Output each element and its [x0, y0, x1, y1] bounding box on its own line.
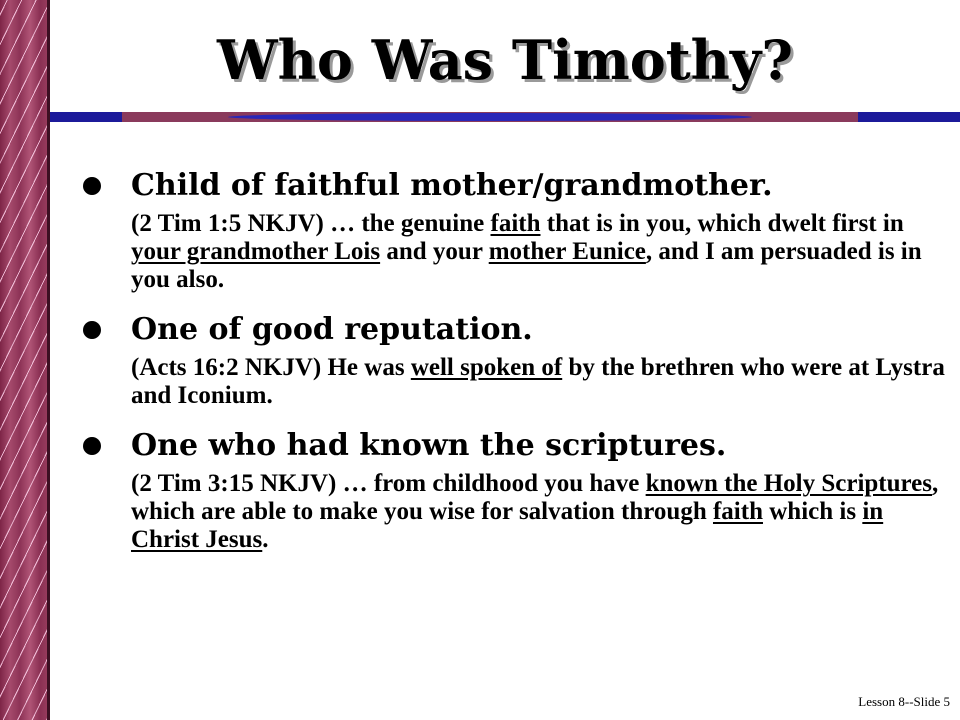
bullet-list [75, 166, 945, 554]
verse-segment: (Acts 16:2 NKJV) He was [131, 354, 411, 381]
slide-footer: Lesson 8--Slide 5 [858, 694, 950, 709]
verse-segment-underlined: faith [490, 210, 541, 237]
verse-segment-underlined: your grandmother Lois [131, 238, 381, 265]
verse-segment-underlined: mother Eunice [488, 238, 646, 265]
title-underline-oval [228, 113, 752, 121]
bullet-point [75, 310, 945, 410]
bullet-point [75, 166, 945, 294]
title-underline-bar-left [50, 112, 122, 122]
verse-segment: that is in you, which dwelt first in [540, 210, 904, 237]
verse-segment: (2 Tim 1:5 NKJV) … the genuine [131, 210, 491, 237]
verse-segment-underlined: known the Holy Scriptures [645, 470, 933, 497]
bullet-dot-icon [83, 437, 101, 455]
verse-segment-underlined: well spoken of [410, 354, 563, 381]
verse-segment: (2 Tim 3:15 NKJV) … from childhood you have [131, 470, 646, 497]
verse-segment-underlined: in Christ Jesus [131, 498, 884, 553]
verse-segment: by the brethren who were at Lystra and Iconium. [131, 354, 945, 409]
decorative-left-border [0, 0, 50, 720]
verse-segment: . [262, 526, 269, 553]
slide-title: Who Was Timothy? [217, 28, 793, 92]
bullet-dot-icon [83, 177, 101, 195]
verse-segment: and your [380, 238, 489, 265]
verse-segment: which is [762, 498, 863, 525]
bullet-heading: One of good reputation. [131, 312, 533, 347]
bullet-heading: One who had known the scriptures. [131, 428, 727, 463]
verse-text [131, 354, 945, 410]
verse-text [131, 210, 945, 294]
bullet-dot-icon [83, 321, 101, 339]
bullet-heading: Child of faithful mother/grandmother. [131, 168, 773, 203]
title-underline-bar-right [858, 112, 960, 122]
verse-segment-underlined: faith [712, 498, 763, 525]
bullet-point [75, 426, 945, 554]
verse-segment: , and I am persuaded is in you also. [131, 238, 922, 293]
verse-text [131, 470, 945, 554]
verse-segment: , which are able to make you wise for salvation through [131, 470, 939, 525]
